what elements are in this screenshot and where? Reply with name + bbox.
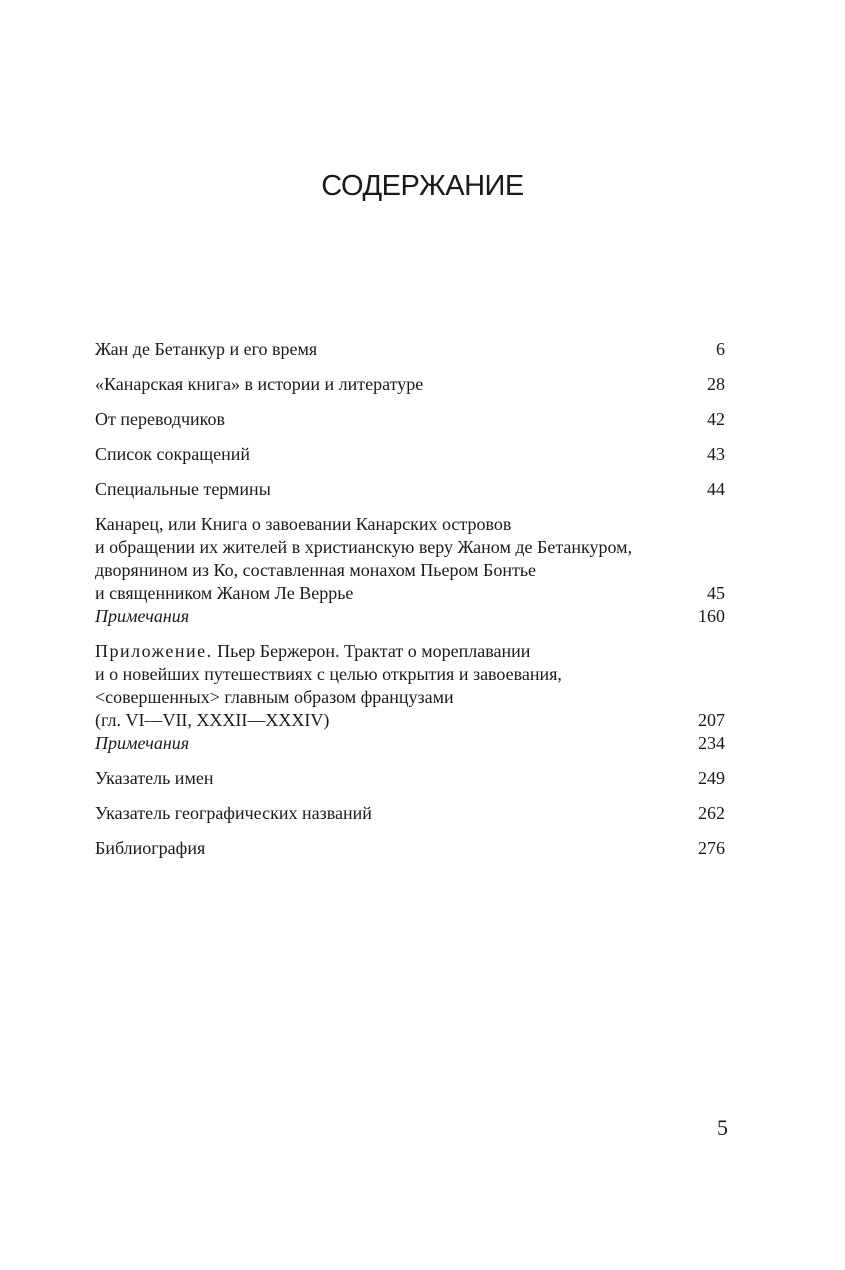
toc-entry-title-line: дворянином из Ко, составленная монахом Пьером Бонтье bbox=[95, 560, 537, 580]
toc-entry-page: 207 bbox=[698, 710, 725, 730]
toc-entry-page: 262 bbox=[698, 803, 725, 823]
toc-entry bbox=[95, 443, 725, 466]
toc-notes-label: Примечания bbox=[95, 733, 190, 753]
page-title: СОДЕРЖАНИЕ bbox=[321, 170, 524, 202]
toc-notes-label: Примечания bbox=[95, 606, 190, 626]
page-number: 5 bbox=[717, 1115, 728, 1140]
toc-entry-appendix bbox=[95, 640, 725, 755]
toc-entry-title-line: и обращении их жителей в христианскую веру Жаном де Бетанкуром, bbox=[95, 537, 633, 557]
toc-entry-title: Список сокращений bbox=[95, 444, 250, 464]
toc-entry bbox=[95, 408, 725, 431]
toc-entry-title: Указатель имен bbox=[95, 768, 214, 788]
toc-entry-kanarets bbox=[95, 513, 725, 628]
toc-entry-page: 276 bbox=[698, 838, 725, 858]
toc-entry bbox=[95, 837, 725, 860]
toc-entry bbox=[95, 767, 725, 790]
toc-entry-page: 44 bbox=[707, 479, 725, 499]
toc-entry-title: «Канарская книга» в истории и литературе bbox=[95, 374, 424, 394]
toc-entry-title-line: <совершенных> главным образом французами bbox=[95, 687, 454, 707]
toc-entry-title: Специальные термины bbox=[95, 479, 271, 499]
toc-entry-title-line: и священником Жаном Ле Веррье bbox=[95, 583, 354, 603]
table-of-contents bbox=[95, 338, 725, 872]
toc-entry bbox=[95, 478, 725, 501]
toc-entry-title-line: Канарец, или Книга о завоевании Канарских островов bbox=[95, 514, 512, 534]
toc-entry-title-line: и о новейших путешествиях с целью открытия и завоевания, bbox=[95, 664, 562, 684]
toc-entry bbox=[95, 802, 725, 825]
toc-entry-page: 43 bbox=[707, 444, 725, 464]
toc-entry-title: От переводчиков bbox=[95, 409, 226, 429]
toc-entry-page: 42 bbox=[707, 409, 725, 429]
toc-entry-title-line: Пьер Бержерон. Трактат о мореплавании bbox=[212, 641, 531, 661]
toc-entry-page: 45 bbox=[707, 583, 725, 603]
toc-entry bbox=[95, 338, 725, 361]
toc-notes-page: 234 bbox=[698, 733, 725, 753]
toc-notes-page: 160 bbox=[698, 606, 725, 626]
toc-entry-title: Жан де Бетанкур и его время bbox=[95, 339, 318, 359]
toc-entry-page: 6 bbox=[716, 339, 725, 359]
toc-entry-page: 249 bbox=[698, 768, 725, 788]
appendix-lead: Приложение. bbox=[95, 641, 213, 661]
toc-entry-title-line: (гл. VI—VII, XXXII—XXXIV) bbox=[95, 710, 330, 730]
toc-entry-title: Библиография bbox=[95, 838, 206, 858]
toc-entry-title: Указатель географических названий bbox=[95, 803, 372, 823]
toc-entry-page: 28 bbox=[707, 374, 725, 394]
toc-entry bbox=[95, 373, 725, 396]
